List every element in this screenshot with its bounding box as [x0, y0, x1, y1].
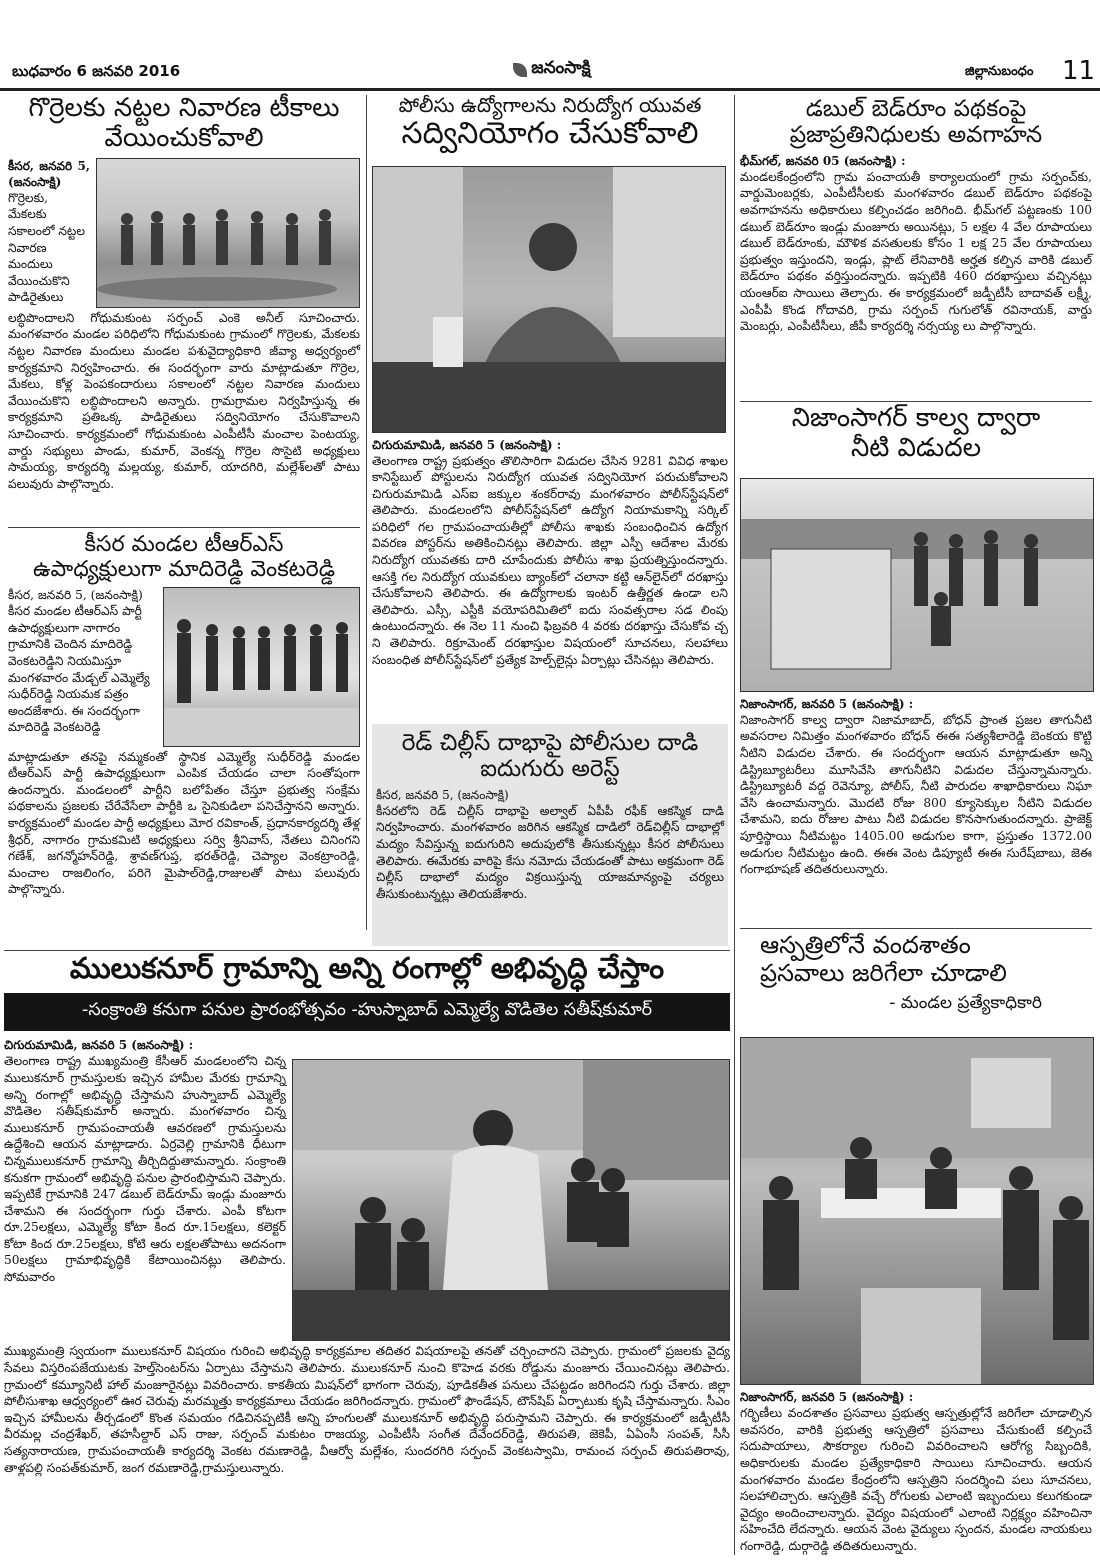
dateline: భీమ్‌గల్, జనవరి 05 (జనంసాక్షి) : — [740, 153, 906, 168]
photo-placeholder — [164, 588, 360, 746]
headline-line-2: వేయించుకోవాలి — [104, 122, 264, 153]
headline-line-2: ప్రజాప్రతినిధులకు అవగాహన — [789, 122, 1043, 149]
side-text: తెలంగాణ రాష్ట్ర ముఖ్యమంత్రి కేసీఆర్ మండలంలోని చిన్న ములుకనూర్ గ్రామస్తులకు ఇచ్చిన హామీల మేరకు గ్రామాన్ని అన్ని రంగాల్లో అభివృద్ధి చేస్తామని హుస్నాబాద్ ఎమ్మెల్యే వొడితెల సతీష్‌కుమార్ అన్నారు. మంగళవారం చిన్న ములుకనూర్ గ్రామపంచాయతీ ఆవరణలో గ్రామస్తులను ఉద్దేశించి ఆయన మాట్లాడారు. ఏర్రవెల్లి గ్రామానికి ధీటుగా చిన్నములుకనూర్ గ్రామాన్ని తీర్చిదిద్దుతామన్నారు. సంక్రాంతి కనుకగా గ్రామంలో అభివృద్ధి పనుల ప్రారంభిస్తామని చెప్పారు. ఇప్పటికే గ్రామానికి 247 డబుల్ బెడ్‌రూమ్ ఇండ్లు మంజూరు చేశామని ఈ సందర్భంగా గుర్తు చేశారు. ఎంపీ కోటగా రూ.25లక్షలు, ఎమ్మెల్యే కోటా కింద రూ.15లక్షలు, కలెక్టర్ కోటా కింద రూ.25లక్షలు, కోటి ఆరు లక్షలతోపాటు అదనంగా 50లక్షలు గ్రామాభివృద్ధికి కేటాయించినట్లు తెలిపారు. సోమవారం — [4, 1054, 286, 1285]
photo-trs-leaders — [163, 587, 360, 747]
side-text: గొర్రెలకు, మేకలకు సకాలంలో నట్టల నివారణ మందులు వేయించుకొని పాడిరైతులు — [8, 190, 85, 305]
headline-line-1: ఆస్పత్రిలోనే వందశాతం — [760, 931, 971, 959]
headline-line-2: ఐదుగురు అరెస్ట్ — [480, 756, 620, 783]
column-rule-right — [734, 95, 735, 1555]
headline — [376, 730, 724, 783]
headline-line-1: రెడ్ చిల్లీస్ దాభాపై పోలీసుల దాడి — [401, 730, 699, 756]
photo-mla-speaking — [292, 1059, 730, 1341]
logo-text: జనంసాక్షి — [531, 58, 591, 78]
dateline: చిగురుమామిడి, జనవరి 5 (జనంసాక్షి) : — [4, 1038, 194, 1053]
page-number: 11 — [1062, 56, 1096, 86]
photo-placeholder — [97, 159, 359, 307]
masthead-date: బుధవారం 6 జనవరి 2016 — [12, 62, 181, 80]
dateline: కీసర, జనవరి 5, (జనంసాక్షి) — [376, 787, 509, 802]
divider — [8, 527, 360, 528]
photo-hospital-visit — [740, 1037, 1094, 1385]
logo-leaf-icon — [513, 63, 527, 77]
article-double-bedroom — [740, 96, 1092, 335]
article-body: గర్భిణీలు వందశాతం ప్రసవాలు ప్రభుత్వ ఆస్పత్రుల్లోనే జరిగేలా చూడాల్సిన అవసరం, వారికి ప్రభుత్వ ఆస్పత్రిలో ప్రసవాలు చేసుకుంటే కల్పించే సదుపాయాలు, సౌకర్యాల గురించి వివరించాలని ఆరోగ్య సిబ్బందికి, అధికారులకు మండల ప్రత్యేకాధికారి సాయిలు సూచించారు. ఆయన మంగళవారం మండల కేంద్రంలోని ఆస్పత్రిని సందర్శించి పలు సూచనలు, సలహాలిచ్చారు. ఆస్పత్రికి వచ్చే రోగులకు ఎలాంటి ఇబ్బందులు కలుగకుండా వైద్యం అందించాలన్నారు. వైద్యం విషయంలో ఎలాంటి నిర్లక్ష్యం వహించినా సహించేది లేదన్నారు. ఆయన వెంట వైద్యులు స్పందన, మండల నాయకులు గంగారెడ్డి, దుర్గారెడ్డి తదితరులున్నారు. — [740, 1406, 1092, 1553]
headline-line-1: నిజాంసాగర్ కాల్వ ద్వారా — [791, 403, 1041, 433]
headline-line-2: ప్రసవాలు జరిగేలా చూడాలి — [760, 958, 1007, 987]
article-body: కీసరలోని రెడ్ చిల్లీస్ దాభాపై అల్వాల్ ఏపీపీ రఫీక్ ఆకస్మిక దాడి నిర్వహించారు. మంగళవారం జరిగిన ఆకస్మిక దాడిలో రెడ్‌చిల్లీస్ దాభాల్లో మద్యం సేవిస్తున్న ఐదుగురిని అదుపులోకి తీసుకున్నట్లు కీసర పోలీసులు తెలిపారు. ఈమేరకు వారిపై కేసు నమోదు చేయడంతో పాటు అక్రమంగా రెడ్ చిల్లీస్ దాభాలో మద్యం విక్రయిస్తున్న యాజమాన్యంపై చర్యలు తీసుకుంటున్నట్లు తెలియజేశారు. — [376, 803, 724, 901]
photo-placeholder — [373, 167, 725, 432]
headline-line-1: గొర్రెలకు నట్టల నివారణ టీకాలు — [28, 93, 340, 123]
headline-line-2: నీటి విడుదల — [850, 432, 982, 463]
masthead — [0, 0, 1100, 90]
dateline: కీసర, జనవరి 5, (జనంసాక్షి) — [8, 158, 90, 189]
dateline: చిగురుమామిడి, జనవరి 5 (జనంసాక్షి) : — [372, 437, 562, 452]
column-rule-left — [366, 95, 367, 930]
article-body: మండలకేంద్రంలోని గ్రామ పంచాయతీ కార్యాలయంలో గ్రామ సర్పంచ్‌కు, వార్డుమెంబర్లకు, ఎంపీటీసీలకు మంగళవారం డబుల్ బెడ్‌రూం పథకంపై అవగాహనను అధికారులు కల్పించడం జరిగింది. భీమ్‌గల్ పట్టణంకు 100 డబుల్ బెడ్‌రూం ఇండ్లు మంజూరు అయినట్లు, 5 లక్షల 4 వేల రూపాయలు డబుల్ బెడ్‌రూంకు, మౌళిక వసతులకు కోసం 1 లక్ష 25 వేల రూపాయలు ప్రభుత్వం ఇస్తుందని, ఇండ్లు, ప్లాట్ లేనివారికి అర్హత కల్పిన వారికి డబుల్ బెడ్‌రూం పథకం వర్తిస్తుందన్నారు. ఇప్పటికి 460 దరఖాస్తులు వచ్చినట్లు యంఆర్ఐ సాయిలు తెల్పారు. ఈ కార్యక్రమంలో జడ్పీటీసీ బాదావత్ లక్ష్మీ, ఎంపీపీ కొండ గోదావరి, గ్రామ సర్పంచ్ గుగులోత్ రవినాయక్, వార్డు మెంబర్లు, ఎంపీటీసీలు, జీపీ కార్యదర్శి నర్సయ్య లు పాల్గొన్నారు. — [740, 169, 1092, 334]
article-body: ముఖ్యమంత్రి స్వయంగా ములుకనూర్ విషయం గురించి అభివృద్ధి కార్యక్రమాల తదితర విషయాలపై తనతో చర్చించారని చెప్పారు. గ్రామంలో ప్రజలకు వైద్య సేవలు విస్తరింపజేయుటకు హెల్త్‌సెంటర్‌ను ఏర్పాటు చేస్తామని తెలిపారు. ములుకనూర్ నుంచి కొహెడ వరకు రోడ్డును మంజూరు చేయించినట్లు తెలిపారు. గ్రామంలో కమ్యూనిటీ హాల్ మంజూరైనట్లు వివరించారు. కాకతీయ మిషన్‌లో భాగంగా చెరువు, పూడికతీత పనులు చేపట్టడం జరిగిందని గుర్తు చేశారు. జిల్లా పోలీసుశాఖ ఆధ్వర్యంలో ఊర చెరువు మరమ్మత్తు కార్యక్రమాలు చేయడం జరిగిందన్నారు. గ్రామంలో ఫౌండేషన్, టౌన్‌షిప్ ఏర్పాటుకు కృషి చేస్తామన్నారు. సీఎం ఇచ్చిన హామీలను తీర్చడంలో కొంత సమయం గడిచినప్పటికీ అన్ని హంగులతో ములుకనూర్ అభివృద్ధి పరుస్తామని చెప్పారు. ఈ కార్యక్రమంలో జడ్పీటీసీ వీరమల్ల చంద్రశేఖర్, తహసీల్దార్ ఎస్ రాజు, సర్పంచ్ మకుటం రాజయ్య, ఎంపీటీసీ సంగీత దేవేందర్‌రెడ్డి, తిరుపతి, జెకెపీ, ఏఏంసీ సంపత్, సీసీ సత్యనారాయణ, గ్రామపంచాయతీ కార్యదర్శి వెంకట రమణారెడ్డి, వీఆర్వో మల్లేశం, సుందరగిరి సర్పంచ్ వెంకటస్వామి, రామంచ సర్పంచ్ తిరుపతిరావు, తాళ్లపల్లి సంపత్‌కుమార్, జంగ రమణారెడ్డి,గ్రామస్తులున్నారు. — [4, 1344, 730, 1475]
masthead-logo — [492, 57, 612, 83]
photo-water-release — [740, 478, 1094, 692]
photo-farmers-group — [96, 158, 360, 308]
photo-placeholder — [741, 479, 1093, 691]
photo-placeholder — [293, 1060, 729, 1340]
headline — [8, 94, 360, 154]
headline — [740, 96, 1092, 149]
headline — [740, 932, 1092, 987]
headline-line-1: కీసర మండల టీఆర్‌ఎస్ — [84, 532, 284, 557]
article-hospital-deliveries — [740, 932, 1092, 1555]
subheadline: - మండల ప్రత్యేకాధికారి — [889, 993, 1042, 1014]
article-trs-vice-president — [8, 532, 360, 898]
article-police-jobs — [372, 94, 728, 668]
headline — [372, 94, 728, 152]
dateline: నిజాంసాగర్, జనవరి 5 (జనంసాక్షి) : — [740, 1390, 914, 1405]
headline — [8, 532, 360, 583]
article-mulukanur-development — [4, 952, 730, 1476]
article-red-chillies-raid — [372, 724, 728, 946]
divider — [740, 928, 1092, 929]
section-label: జిల్లానుబంధం — [965, 64, 1034, 79]
divider — [740, 401, 1092, 402]
headline-line-2: ఉపాధ్యక్షులుగా మాదిరెడ్డి వెంకటరెడ్డి — [32, 557, 336, 583]
headline: ములుకనూర్ గ్రామాన్ని అన్ని రంగాల్లో అభివృద్ధి చేస్తాం — [69, 951, 665, 985]
photo-placeholder — [741, 1038, 1093, 1384]
banner-strip: -సంక్రాంతి కనుగా పనుల ప్రారంభోత్సవం -హుస్నాబాద్ ఎమ్మెల్యే వొడితెల సతీష్‌కుమార్ — [4, 993, 730, 1031]
headline-line-1: డబుల్ బెడ్‌రూం పథకంపై — [805, 96, 1027, 122]
masthead-rule — [0, 88, 1100, 91]
article-goats-vaccination — [8, 94, 360, 492]
article-body: మాట్లాడుతూ తనపై నమ్మకంతో స్థానిక ఎమ్మెల్యే సుధీర్‌రెడ్డి మండల టీఆర్‌ఎస్ పార్టీ ఉపాధ్యక్షులుగా ఎంపిక చేయడం చాలా సంతోషంగా ఉందన్నారు. మండలంలో పార్టీని బలోపేతం చేస్తూ ప్రభుత్వ సంక్షేమ పథకాలను ప్రజలకు చేరేవేసేలా పార్టీకి ఒ సైనికుడిలా పనిచేస్తానని అన్నారు. కార్యక్రమంలో మండల పార్టీ అధ్యక్షులు మోర రవికాంత్, ప్రధానకార్యదర్శి తేళ్ల శ్రీధర్, నాగారం గ్రామకమిటి అధ్యక్షులు సర్వి శ్రీనివాస్, నేతలు చినింగని గణేశ్, జగన్మోహన్‌రెడ్డి, శ్రావణ్‌గుప్త, భరత్‌రెడ్డి, చెప్యాల వెంకట్రాంరెడ్డి, మంచాల రాజలింగం, పరిగె మైపాల్‌రెడ్డి,రాజులతో పాటు పలువురు పాల్గొన్నారు. — [8, 749, 360, 897]
headline-line-1: పోలీసు ఉద్యోగాలను నిరుద్యోగ యువత — [398, 93, 702, 117]
article-body: నిజాంసాగర్ కాల్వ ద్వారా నిజామాబాద్, బోధన్ ప్రాంత ప్రజల తాగునీటి అవసరాల నిమిత్తం మంగళవారం బోధన్ ఈఈ సత్యశీలారెడ్డి బెంకయ కొట్టి నీటిని విడుదల చేశారు. ఈ సందర్భంగా ఆయన మాట్లాడుతూ అన్ని డిస్ట్రిబ్యూటరీలు మూసివేసి తాగునీటిని విడుదల చేస్తున్నామన్నారు. డిస్ట్రిబ్యూటరీ వద్ద రెవెన్యూ, పోలీస్, నీటి పారుదల శాఖాధికారులు నిఘా వేసి ఉంచామన్నారు. మొదటి రోజు 800 క్యూసెక్కుల నీటిని విడుదల చేశామని, ఐదు రోజుల పాటు నీటి విడుదల కొనసాగుతుందన్నారు. ప్రాజెక్ట్ పూర్తిస్థాయి నీటిమట్టం 1405.00 అడుగుల కాగా, ప్రస్తుతం 1372.00 అడుగుల నీటిమట్టం ఉంది. ఈఈ వెంట డిప్యూటీ ఈఈ సురేష్‌బాబు, జెఈ గంగాభూషణ్ తదితరులున్నారు. — [740, 712, 1092, 877]
article-nizamsagar-water — [740, 404, 1092, 878]
dateline: నిజాంసాగర్, జనవరి 5 (జనంసాక్షి) : — [740, 696, 914, 711]
headline — [740, 404, 1092, 464]
article-body: లబ్ధిపొందాలని గోధుమకుంట సర్పంచ్ ఎంకె అనీల్ సూచించారు. మంగళవారం మండల పరిధిలోని గోధుమకుంట గ్రామంలో గొర్రెలకు, మేకలకు నట్టల నివారణ మందులు మండల పశువైద్యాధికారి జీవ్యా అధ్వర్యంలో కార్యక్రమాని నిర్వహించారు. ఈ సందర్భంగా వారు మాట్లాడుతూ గొర్రెల, మేకలు, కోళ్ల పెంపకందారులు సకాలంలో నట్టల నివారణ మందులు వేయించుకొని లబ్ధిపొందాలని అన్నారు. గ్రామగ్రామల నిర్వహిస్తున్న ఈ కార్యక్రమాని ప్రతిఒక్క పాడిరైతులు సద్వినియోగం చేసుకొవాలని సూచించారు. కార్యక్రమంలో గోధుమకుంట ఎంపీటీసీ మంచాల పెంటయ్య, వార్డు సభ్యులు పాండు, కుమార్, వెంకన్న గొర్రెల సొసైటి అధ్యక్షులు సామయ్య, కార్యదర్శి మల్లయ్య, కుమార్, యాదగిరి, మల్లేశ్‌లతో పాటు పలువురు పాల్గొన్నారు. — [8, 310, 360, 491]
photo-police-officer — [372, 166, 726, 433]
article-body: తెలంగాణ రాష్ట్ర ప్రభుత్వం తొలిసారిగా విడుదల చేసిన 9281 వివిధ శాఖల కానిస్టేబుల్ పోస్టులను నిరుద్యోగ యువత సద్వినియోగ పరుచుకోవాలని చిగురుమామిడి ఎస్ఐ జక్కుల శంకర్‌రావు మంగళవారం పోలీస్‌స్టేషన్‌లో తెలిపారు. మండలంలోని పోలీస్‌స్టేషన్‌లో ఉద్యోగ నియామకాన్ని సర్కిల్ పరిధిలో గల గ్రామపంచాయతీల్లో పోలీసు శాఖకు సంబంధించిన ఉద్యోగ వివరణ పోస్టర్‌ను అతికించినట్లు తెలిపారు. జిల్లా ఎస్పీ ఆదేశాల మేరకు నిరుద్యోగ యువతకు దారి చూపేందుకు పోలీసు శాఖ ప్రయత్నిస్తుందన్నారు. ఆసక్తి గల నిరుద్యోగ యువకులు బ్యాంక్‌లో చలానా కట్టి ఆన్‌లైన్‌లో దరఖాస్తు చేసుకోవాలని తెలిపారు. ఈ ఉద్యోగాలకు ఇంటర్ ఉత్తీర్ణత ఉండా లని తెలిపారు. ఎస్సీ, ఎస్టీకి వయోపరిమితిలో ఐదు సంవత్సరాల సడ లింపు ఉంటుందన్నారు. ఈ నెల 11 నుంచి ఫిబ్రవరి 4 వరకు దరఖాస్తు చేసుకోవ చ్చ ని తెలిపారు. రిక్రూమెంట్ దరఖాస్తుల విషయంలో సూచనలు, సలహాలు సంబంధిత పోలీస్‌స్టేషన్‌లో ప్రత్యేక హెల్ప్‌లైన్లు ఏర్పాట్లు చేసినట్లు తెలిపారు. — [372, 453, 728, 667]
headline-line-2: సద్వినియోగం చేసుకోవాలి — [401, 116, 699, 151]
side-text: కీసర, జనవరి 5, (జనంసాక్షి) కీసర మండల టీఆర్‌ఎస్ పార్టీ ఉపాధ్యక్షులుగా నాగారం గ్రామానికి చెందిన మాదిరెడ్డి వెంకటరెడ్డిని నియమిస్తూ మంగళవారం మేడ్చల్ ఎమ్మెల్యే సుధీర్‌రెడ్డి నియమక పత్రం అందజేశారు. ఈ సందర్భంగా మాదిరెడ్డి వెంకటరెడ్డి — [8, 587, 150, 735]
